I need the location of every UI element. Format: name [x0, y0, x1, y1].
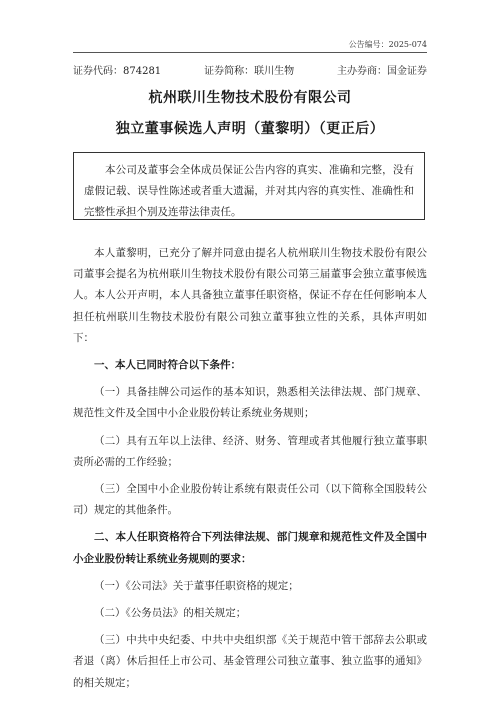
section-1-item-3: （三）全国中小企业股份转让系统有限责任公司（以下简称全国股转公司）规定的其他条件。 — [73, 483, 427, 517]
section-2-item-2: （二）《公务员法》的相关规定； — [94, 607, 247, 620]
section-1-heading: 一、本人已同时符合以下条件： — [94, 359, 241, 372]
stock-code: 证券代码：874281 — [73, 66, 162, 77]
stock-abbreviation: 证券简称：联川生物 — [204, 66, 295, 77]
company-title: 杭州联川生物技术股份有限公司 — [148, 90, 352, 106]
declaration-body — [73, 243, 427, 700]
section-1-item-1: （一）具备挂牌公司运作的基本知识，熟悉相关法律法规、部门规章、规范性文件及全国中小企业股份转让系统业务规则； — [73, 386, 427, 420]
document-title: 独立董事候选人声明（董黎明）（更正后） — [115, 121, 385, 137]
disclaimer-box: 本公司及董事会全体成员保证公告内容的真实、准确和完整，没有虚假记载、误导性陈述或者重大遗漏，并对其内容的真实性、准确性和完整性承担个别及连带法律责任。 — [73, 152, 425, 220]
section-1-item-2: （二）具有五年以上法律、经济、财务、管理或者其他履行独立董事职责所必需的工作经验； — [73, 434, 427, 468]
announcement-number: 公告编号：2025-074 — [348, 40, 427, 49]
section-2-heading: 二、本人任职资格符合下列法律法规、部门规章和规范性文件及全国中小企业股份转让系统业务规则的要求： — [73, 531, 427, 565]
section-2-item-1: （一）《公司法》关于董事任职资格的规定； — [94, 579, 299, 592]
header-rule — [73, 52, 427, 53]
securities-info-row — [73, 62, 427, 77]
lead-broker: 主办券商：国金证券 — [337, 66, 427, 77]
intro-paragraph: 本人董黎明，已充分了解并同意由提名人杭州联川生物技术股份有限公司董事会提名为杭州联川生物技术股份有限公司第三届董事会独立董事候选人。本人公开声明，本人具备独立董事任职资格，保证不存在任何影响本人担任杭州联川生物技术股份有限公司独立董事独立性的关系，具体声明如下： — [73, 247, 427, 344]
section-2-item-3: （三）中共中央纪委、中共中央组织部《关于规范中管干部辞去公职或者退（离）休后担任上市公司、基金管理公司独立董事、独立监事的通知》的相关规定； — [73, 634, 427, 689]
